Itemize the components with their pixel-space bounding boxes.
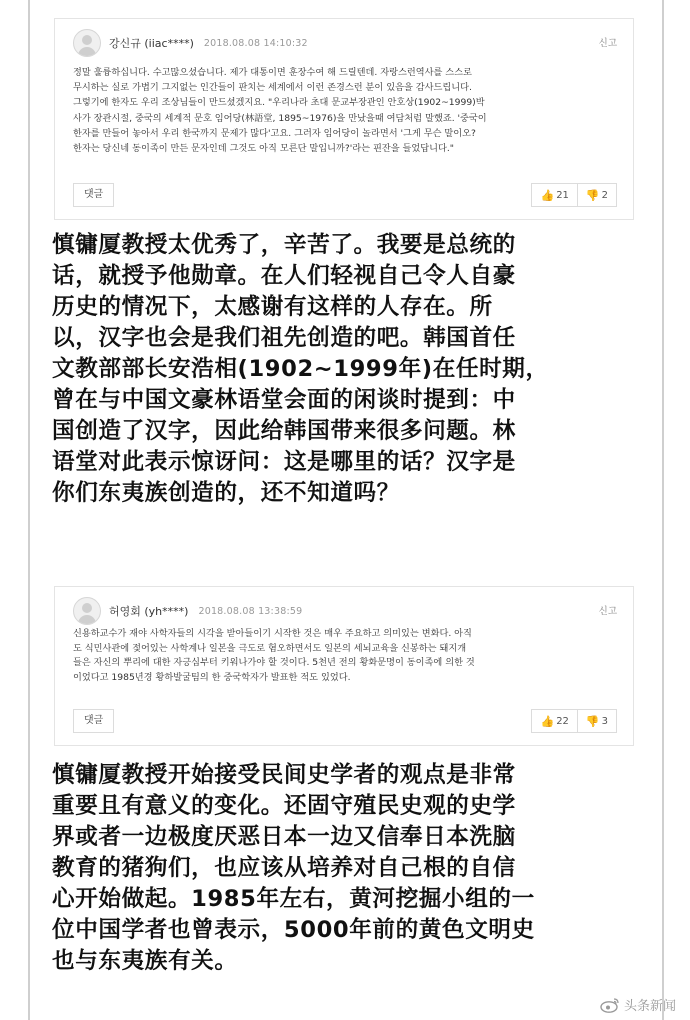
comment-line: 무시하는 실로 가볍기 그지없는 인간들이 판치는 세계에서 이런 존경스런 분이 있음을 감사드립니다.	[73, 82, 472, 94]
translation-line: 位中国学者也曾表示，5000年前的黄色文明史	[52, 917, 535, 943]
upvote-count: 21	[556, 189, 569, 201]
vote-group	[531, 183, 617, 207]
comment-line: 정말 훌륭하십니다. 수고많으셨습니다. 제가 대통이면 훈장수여 해 드릴텐데. 자랑스런역사를 스스로	[73, 67, 472, 78]
translation-line: 文教部部长安浩相(1902~1999年)在任时期，	[52, 356, 549, 382]
comment-line: 사가 장관시절, 중국의 세계적 문호 임어당(林語堂, 1895~1976)을 만났을때 여담처럼 말했죠. '중국이	[73, 112, 487, 124]
comment-line: 신용하교수가 재야 사학자들의 시각을 받아들이기 시작한 것은 매우 주요하고 의미있는 변화다. 아직	[73, 628, 472, 639]
translation-line: 教育的猪狗们，也应该从培养对自己根的自信	[52, 855, 516, 881]
watermark-text: 头条新闻	[623, 999, 676, 1014]
thumbs-up-icon: 👍	[540, 714, 555, 728]
comment-line: 도 식민사관에 젖어있는 사학계나 일본을 극도로 혐오하면서도 일본의 세뇌교육을 신봉하는 돼지개	[73, 642, 467, 654]
comment-line: 한자는 당신네 동이족이 만든 문자인데 그것도 아직 모른단 말입니까?'라는 핀잔을 들었답니다."	[73, 143, 455, 155]
reply-button[interactable]: 댓글	[73, 709, 114, 733]
translation-paragraph-2	[52, 760, 642, 977]
reply-button[interactable]: 댓글	[73, 183, 114, 207]
comment-line: 이었다고 1985년경 황하발굴팀의 한 중국학자가 발표한 적도 있었다.	[73, 671, 351, 683]
frame-right-border	[662, 0, 664, 1020]
avatar-body-shape	[78, 47, 96, 57]
comment-body	[73, 627, 621, 685]
comment-card-1	[54, 18, 634, 220]
translation-paragraph-1	[52, 230, 642, 509]
translation-line: 慎镛厦教授开始接受民间史学者的观点是非常	[52, 762, 516, 788]
comment-author[interactable]: 강신규 (iiac****)	[109, 37, 194, 50]
comment-header	[73, 597, 302, 625]
translation-line: 界或者一边极度厌恶日本一边又信奉日本洗脑	[52, 824, 516, 850]
report-button[interactable]: 신고	[598, 606, 617, 617]
thumbs-down-icon: 👎	[585, 714, 600, 728]
translation-line: 也与东夷族有关。	[52, 948, 238, 974]
watermark	[600, 995, 676, 1014]
avatar-head-shape	[82, 603, 92, 613]
comment-timestamp: 2018.08.08 14:10:32	[203, 37, 308, 49]
frame-left-border	[28, 0, 30, 1020]
avatar-head-shape	[82, 35, 92, 45]
translation-line: 国创造了汉字，因此给韩国带来很多问题。林	[52, 418, 516, 444]
avatar-body-shape	[78, 615, 96, 625]
downvote-count: 3	[601, 715, 608, 727]
vote-group	[531, 709, 617, 733]
translation-line: 曾在与中国文豪林语堂会面的闲谈时提到：中	[52, 387, 516, 413]
weibo-icon	[600, 997, 620, 1013]
thumbs-up-icon: 👍	[540, 188, 555, 202]
avatar[interactable]	[73, 29, 101, 57]
downvote-button[interactable]	[577, 183, 617, 207]
comment-line: 그렇기에 한자도 우리 조상님들이 만드셨겠지요. "우리나라 초대 문교부장관인 안호상(1902~1999)박	[73, 97, 485, 109]
comment-header	[73, 29, 308, 57]
comment-line: 들은 자신의 뿌리에 대한 자긍심부터 키워나가야 할 것이다. 5천년 전의 황화문명이 동이족에 의한 것	[73, 657, 475, 669]
upvote-count: 22	[556, 715, 569, 727]
avatar[interactable]	[73, 597, 101, 625]
translation-line: 你们东夷族创造的，还不知道吗？	[52, 480, 400, 506]
thumbs-down-icon: 👎	[585, 188, 600, 202]
translation-line: 语堂对此表示惊讶问：这是哪里的话？汉字是	[52, 449, 516, 475]
translation-line: 以，汉字也会是我们祖先创造的吧。韩国首任	[52, 325, 516, 351]
downvote-button[interactable]	[577, 709, 617, 733]
report-button[interactable]: 신고	[598, 38, 617, 49]
upvote-button[interactable]	[531, 183, 577, 207]
translation-line: 心开始做起。1985年左右，黄河挖掘小组的一	[52, 886, 535, 912]
comment-line: 한자를 만들어 놓아서 우리 한국까지 문제가 많다'고요. 그러자 임어당이 놀라면서 '그게 무슨 말이오?	[73, 127, 476, 139]
translation-line: 话，就授予他勋章。在人们轻视自己令人自豪	[52, 263, 516, 289]
upvote-button[interactable]	[531, 709, 577, 733]
comment-card-2	[54, 586, 634, 746]
comment-timestamp: 2018.08.08 13:38:59	[198, 605, 303, 617]
translation-line: 历史的情况下，太感谢有这样的人存在。所	[52, 294, 493, 320]
comment-author[interactable]: 허영회 (yh****)	[109, 605, 189, 618]
translation-line: 慎镛厦教授太优秀了，辛苦了。我要是总统的	[52, 232, 516, 258]
comment-body	[73, 65, 621, 156]
downvote-count: 2	[601, 189, 608, 201]
translation-line: 重要且有意义的变化。还固守殖民史观的史学	[52, 793, 516, 819]
